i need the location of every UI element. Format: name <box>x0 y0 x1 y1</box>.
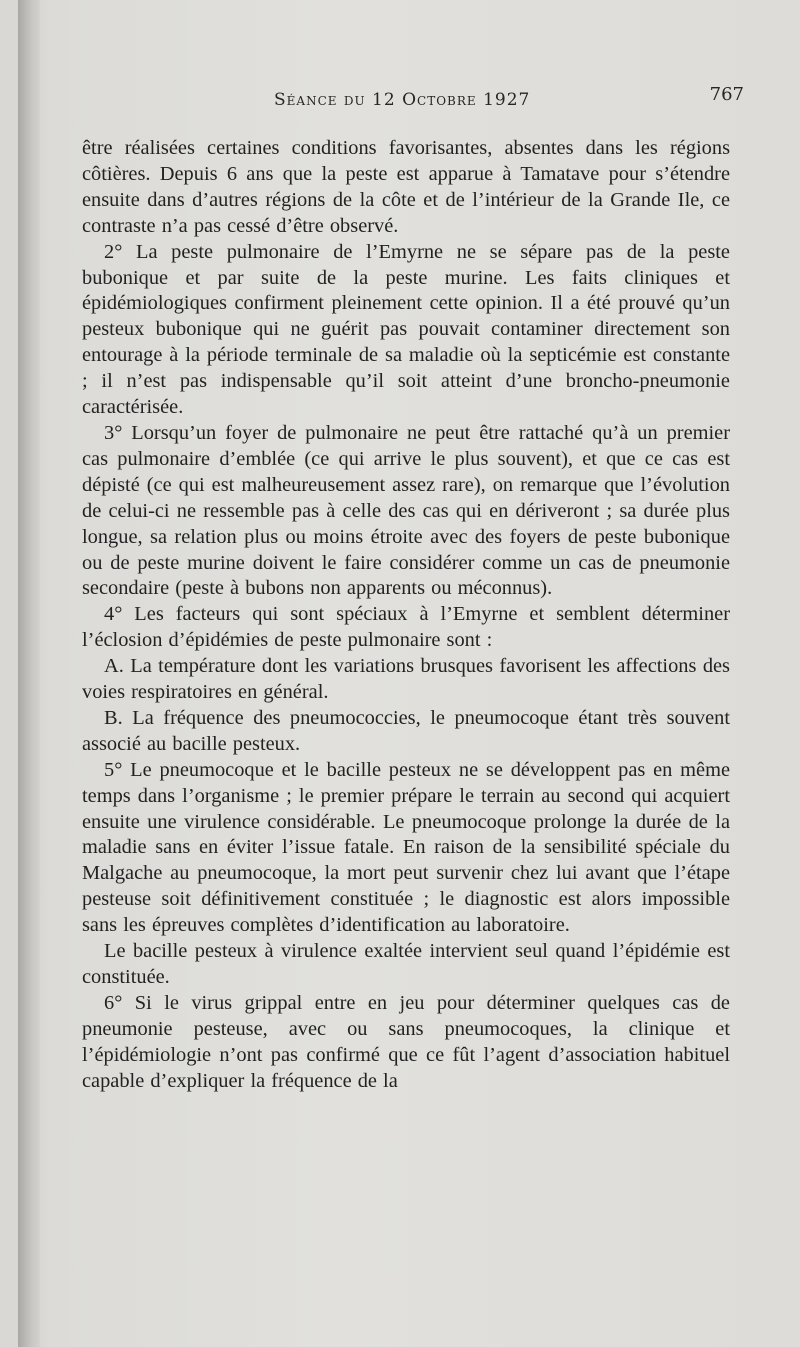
page-number: 767 <box>709 84 744 105</box>
paragraph-point-5: 5° Le pneumocoque et le bacille pesteux ne se développent pas en même temps dans l’organisme ; le premier prépare le terrain au second qui acquiert ensuite une virulence considérable. Le pneumocoque prolonge la durée de la maladie sans en éviter l’issue fatale. En raison de la sensibilité spéciale du Malgache au pneumocoque, la mort peut survenir chez lui avant que l’étape pesteuse soit définitivement constituée ; le diagnostic est alors impossible sans les épreuves complètes d’identification au laboratoire. <box>82 758 730 937</box>
paragraph-point-3: 3° Lorsqu’un foyer de pulmonaire ne peut être rattaché qu’à un premier cas pulmonaire d’emblée (ce qui arrive le plus souvent), et que ce cas est dépisté (ce qui est malheureusement assez rare), on remarque que l’évolution de celui-ci ne ressemble pas à celle des cas qui en dériveront ; sa durée plus longue, sa relation plus ou moins étroite avec des foyers de peste bubonique ou de peste murine doivent le faire considérer comme un cas de pneumonie secondaire (peste à bubons non apparents ou méconnus). <box>82 421 730 600</box>
paragraph-continuation: être réalisées certaines conditions favorisantes, absentes dans les régions côtières. Depuis 6 ans que la peste est apparue à Tamatave pour s’étendre ensuite dans d’autres régions de la côte et de l’intérieur de la Grande Ile, ce contraste n’a pas cessé d’être observé. <box>82 137 730 237</box>
paragraph-factor-b: B. La fréquence des pneumococcies, le pneumocoque étant très souvent associé au bacille pesteux. <box>82 706 730 755</box>
paragraph-point-4: 4° Les facteurs qui sont spéciaux à l’Emyrne et semblent déterminer l’éclosion d’épidémies de peste pulmonaire sont : <box>82 603 730 652</box>
paragraph-bacille: Le bacille pesteux à virulence exaltée intervient seul quand l’épidémie est constituée. <box>82 940 730 988</box>
running-header <box>100 84 748 114</box>
paragraph-factor-a: A. La température dont les variations brusques favorisent les affections des voies respiratoires en général. <box>82 655 730 704</box>
page-gutter <box>18 0 40 1347</box>
running-title: Séance du 12 Octobre 1927 <box>274 90 531 110</box>
body-text <box>82 136 730 1095</box>
paragraph-point-2: 2° La peste pulmonaire de l’Emyrne ne se sépare pas de la peste bubonique et par suite de la peste murine. Les faits cliniques et épidémiologiques confirment pleinement cette opinion. Il a été prouvé qu’un pesteux bubonique qui ne guérit pas pouvait contaminer directement son entourage à la période terminale de sa maladie où la septicémie est constante ; il n’est pas indispensable qu’il soit atteint d’une broncho-pneumonie caractérisée. <box>82 240 730 419</box>
paragraph-point-6: 6° Si le virus grippal entre en jeu pour déterminer quelques cas de pneumonie pesteuse, avec ou sans pneumocoques, la clinique et l’épidémiologie n’ont pas confirmé que ce fût l’agent d’association habituel capable d’expliquer la fréquence de la <box>82 991 730 1092</box>
